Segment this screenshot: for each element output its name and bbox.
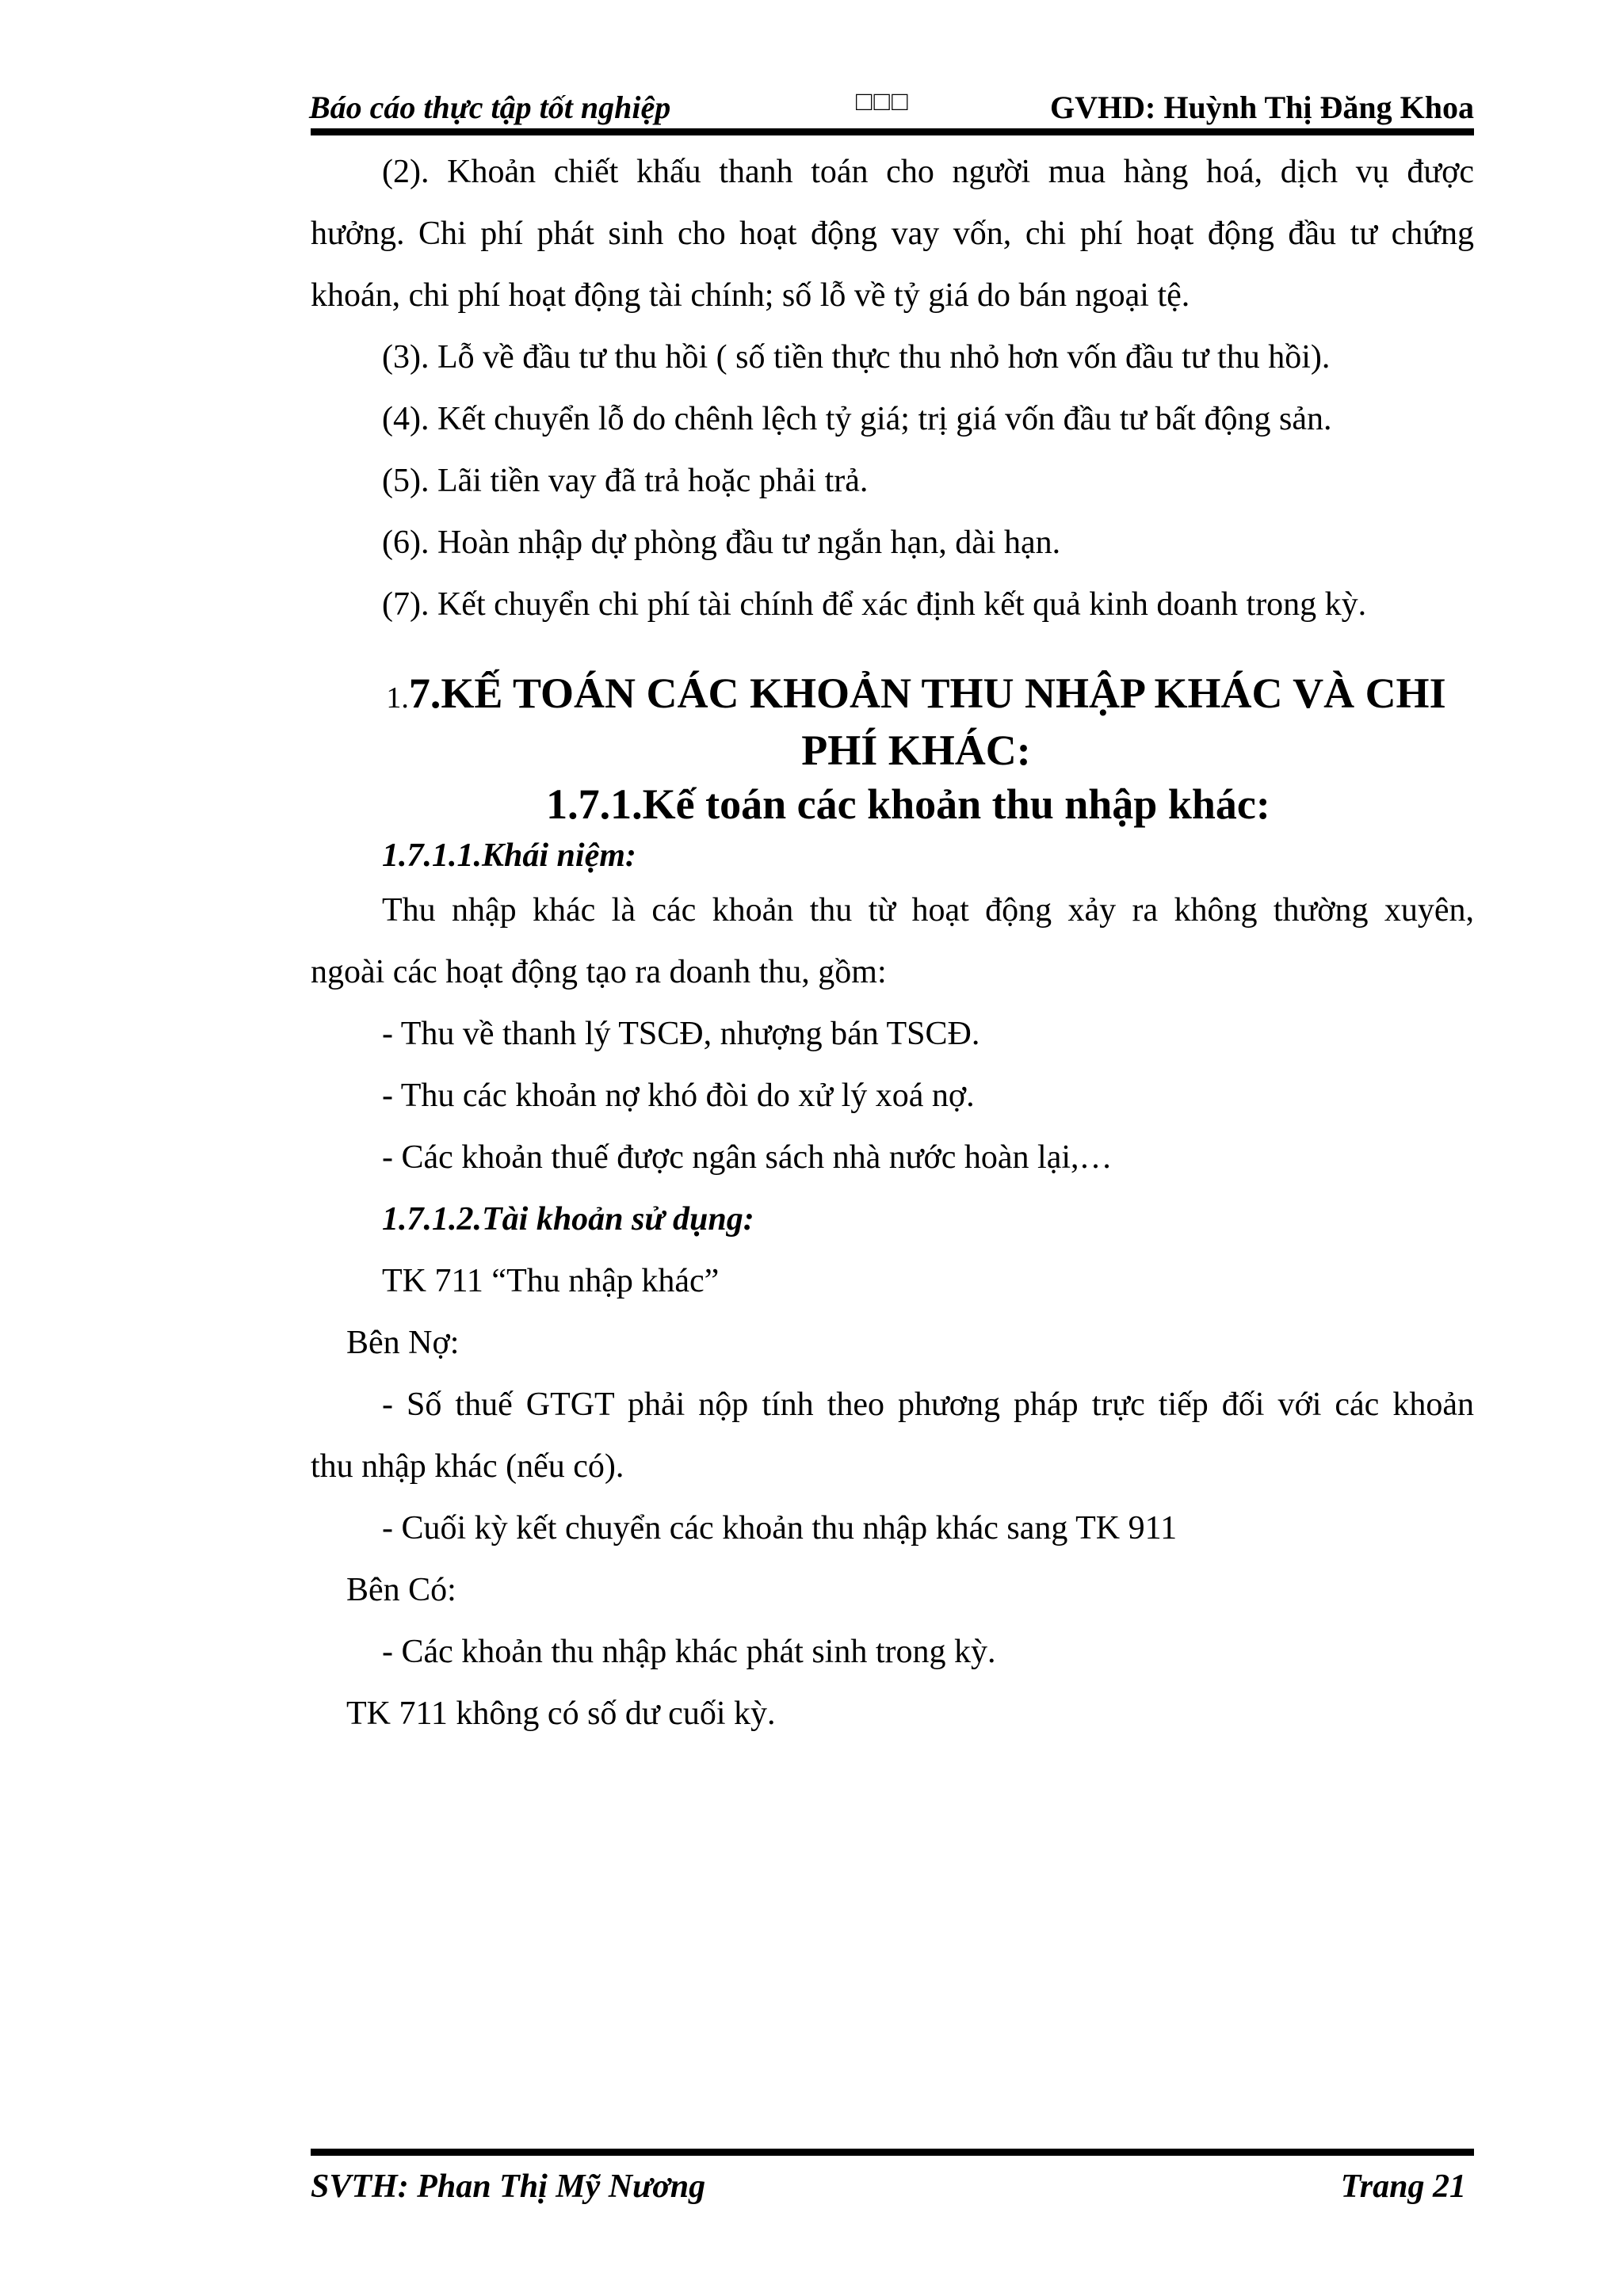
section-number-prefix: 1. xyxy=(386,681,409,715)
footer-student: SVTH: Phan Thị Mỹ Nương xyxy=(311,2168,706,2205)
section-heading-line-2: PHÍ KHÁC: xyxy=(801,727,1031,774)
section-heading-1-7 xyxy=(311,667,1474,776)
income-item-1: - Thu về thanh lý TSCĐ, nhượng bán TSCĐ. xyxy=(382,1016,980,1052)
account-balance-note: TK 711 không có số dư cuối kỳ. xyxy=(346,1695,776,1732)
paragraph-7: (7). Kết chuyển chi phí tài chính để xác định kết quả kinh doanh trong kỳ. xyxy=(382,586,1367,623)
credit-item-1: - Các khoản thu nhập khác phát sinh trong kỳ. xyxy=(382,1634,996,1670)
page-body xyxy=(311,141,1474,1745)
paragraph-3: (3). Lỗ về đầu tư thu hồi ( số tiền thực thu nhỏ hơn vốn đầu tư thu hồi). xyxy=(382,339,1331,376)
concept-line-1: Thu nhập khác là các khoản thu từ hoạt động xảy ra không thường xuyên, xyxy=(382,892,1474,929)
subheading-concept: 1.7.1.1.Khái niệm: xyxy=(382,837,636,874)
header-ornament: □□□ xyxy=(856,87,910,116)
page-number: Trang 21 xyxy=(1340,2168,1466,2205)
concept-line-2: ngoài các hoạt động tạo ra doanh thu, gồm: xyxy=(311,954,887,990)
debit-item-1-line-2: thu nhập khác (nếu có). xyxy=(311,1448,624,1485)
paragraph-4: (4). Kết chuyển lỗ do chênh lệch tỷ giá; trị giá vốn đầu tư bất động sản. xyxy=(382,401,1332,437)
header-report-title: Báo cáo thực tập tốt nghiệp xyxy=(309,90,671,125)
debit-item-2: - Cuối kỳ kết chuyển các khoản thu nhập khác sang TK 911 xyxy=(382,1510,1178,1547)
header-rule xyxy=(311,128,1474,135)
header-advisor: GVHD: Huỳnh Thị Đăng Khoa xyxy=(1050,90,1474,125)
subsection-heading-1-7-1: 1.7.1.Kế toán các khoản thu nhập khác: xyxy=(546,780,1270,828)
paragraph-5: (5). Lãi tiền vay đã trả hoặc phải trả. xyxy=(382,463,869,499)
income-item-3: - Các khoản thuế được ngân sách nhà nước hoàn lại,… xyxy=(382,1139,1113,1176)
footer-rule xyxy=(311,2149,1474,2156)
paragraph-2-line-2: hưởng. Chi phí phát sinh cho hoạt động vay vốn, chi phí hoạt động đầu tư chứng xyxy=(311,215,1474,252)
debit-item-1-line-1: - Số thuế GTGT phải nộp tính theo phương pháp trực tiếp đối với các khoản xyxy=(382,1386,1474,1423)
section-heading-line-1: 7.KẾ TOÁN CÁC KHOẢN THU NHẬP KHÁC VÀ CHI xyxy=(408,669,1446,717)
paragraph-2-line-3: khoán, chi phí hoạt động tài chính; số lỗ về tỷ giá do bán ngoại tệ. xyxy=(311,277,1190,314)
credit-side-label: Bên Có: xyxy=(346,1572,456,1608)
paragraph-2-line-1: (2). Khoản chiết khấu thanh toán cho người mua hàng hoá, dịch vụ được xyxy=(382,154,1474,190)
paragraph-6: (6). Hoàn nhập dự phòng đầu tư ngắn hạn, dài hạn. xyxy=(382,524,1061,561)
account-title: TK 711 “Thu nhập khác” xyxy=(382,1263,720,1299)
debit-side-label: Bên Nợ: xyxy=(346,1325,460,1361)
subheading-account: 1.7.1.2.Tài khoản sử dụng: xyxy=(382,1201,754,1238)
income-item-2: - Thu các khoản nợ khó đòi do xử lý xoá nợ. xyxy=(382,1077,975,1114)
